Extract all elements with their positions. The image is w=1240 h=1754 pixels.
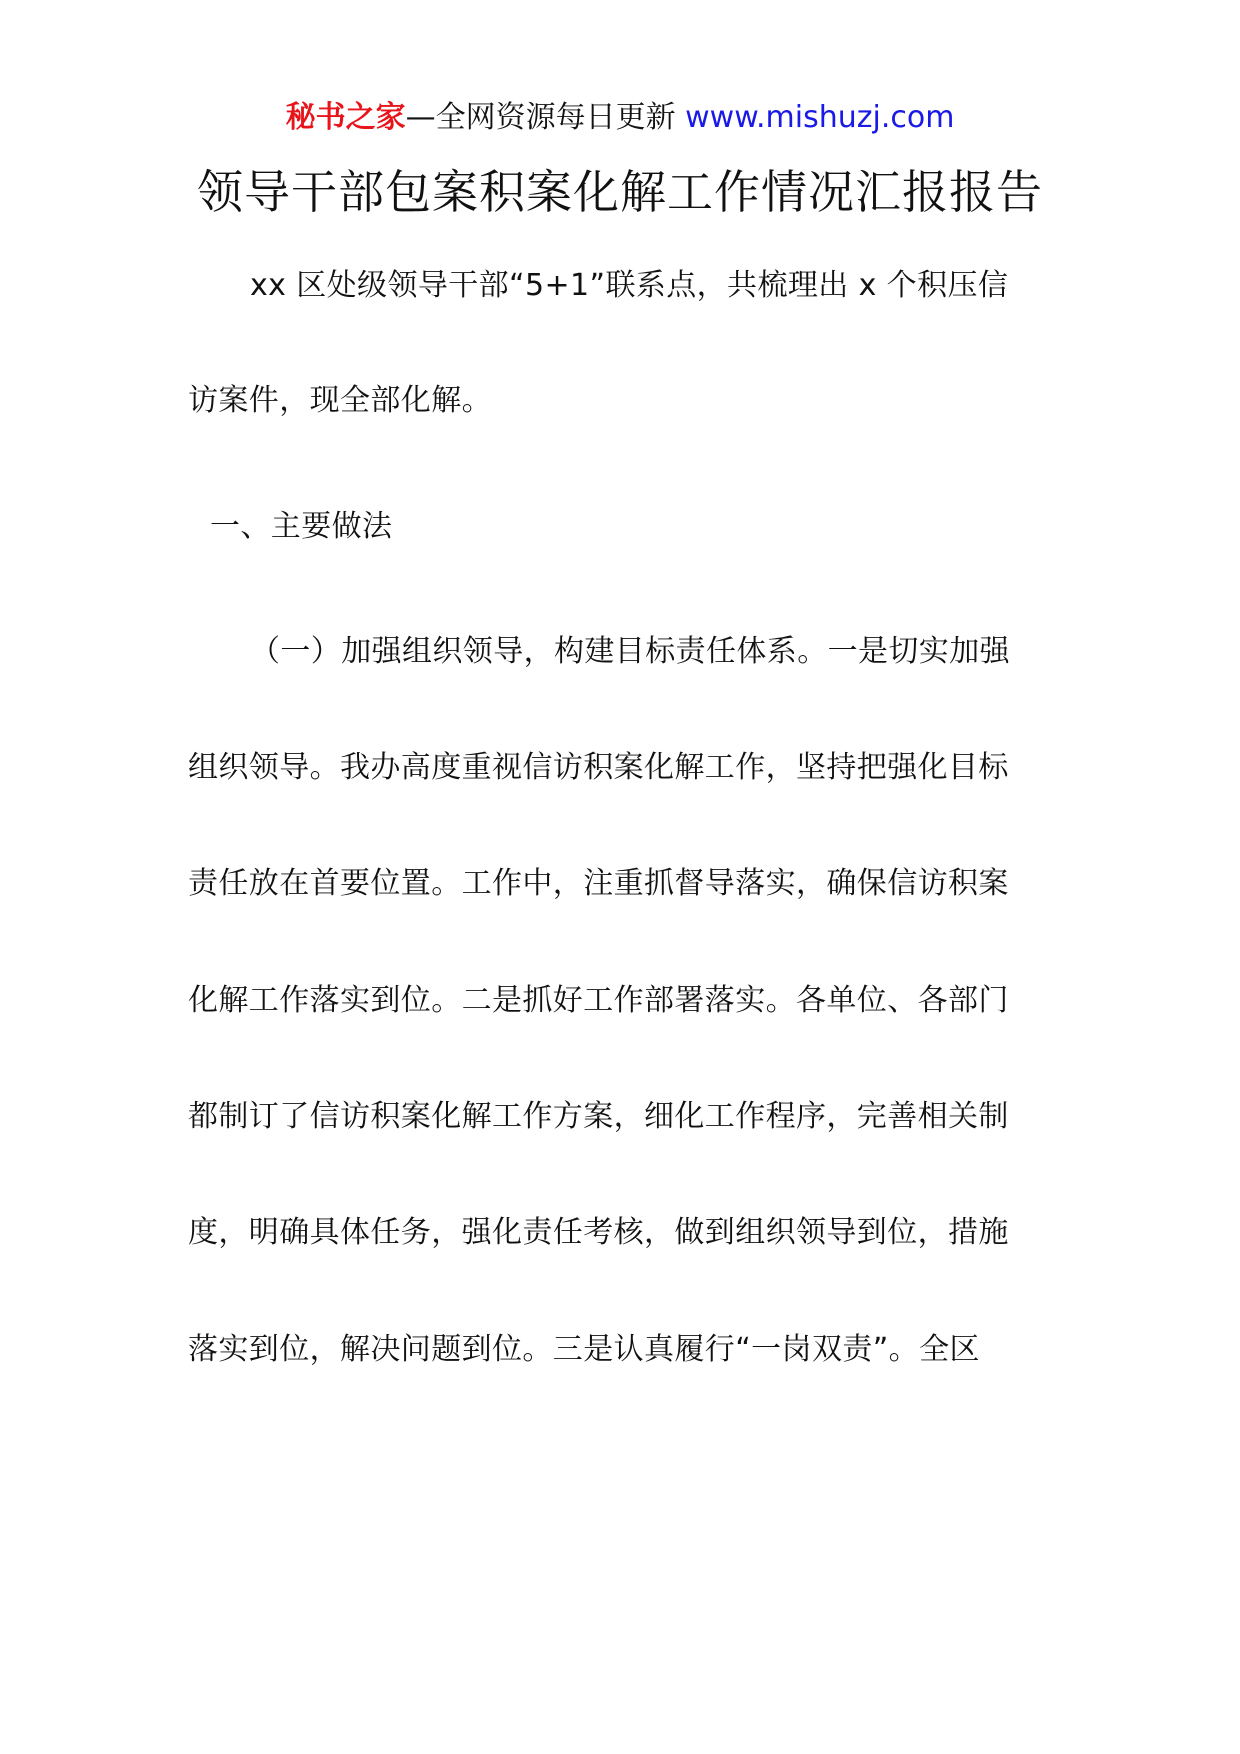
paragraph-line: 化解工作落实到位。二是抓好工作部署落实。各单位、各部门	[188, 983, 1009, 1018]
brand-name: 秘书之家	[285, 100, 406, 135]
paragraph-line: 都制订了信访积案化解工作方案，细化工作程序，完善相关制	[188, 1099, 1009, 1134]
site-url-link[interactable]: www.mishuzj.com	[685, 100, 955, 135]
paragraph-line: xx 区处级领导干部“5+1”联系点，共梳理出 x 个积压信	[250, 268, 1009, 303]
document-title: 领导干部包案积案化解工作情况汇报报告	[197, 165, 1043, 219]
header-tagline: —全网资源每日更新	[405, 100, 676, 135]
paragraph-line: （一）加强组织领导，构建目标责任体系。一是切实加强	[250, 634, 1010, 669]
paragraph-line: 落实到位，解决问题到位。三是认真履行“一岗双责”。全区	[188, 1332, 980, 1367]
section-heading: 一、主要做法	[210, 509, 393, 544]
paragraph-line: 度，明确具体任务，强化责任考核，做到组织领导到位，措施	[188, 1215, 1009, 1250]
paragraph-line: 组织领导。我办高度重视信访积案化解工作，坚持把强化目标	[188, 750, 1009, 785]
site-header	[0, 98, 1240, 138]
paragraph-line: 责任放在首要位置。工作中，注重抓督导落实，确保信访积案	[188, 866, 1009, 901]
paragraph-line: 访案件，现全部化解。	[188, 383, 492, 418]
